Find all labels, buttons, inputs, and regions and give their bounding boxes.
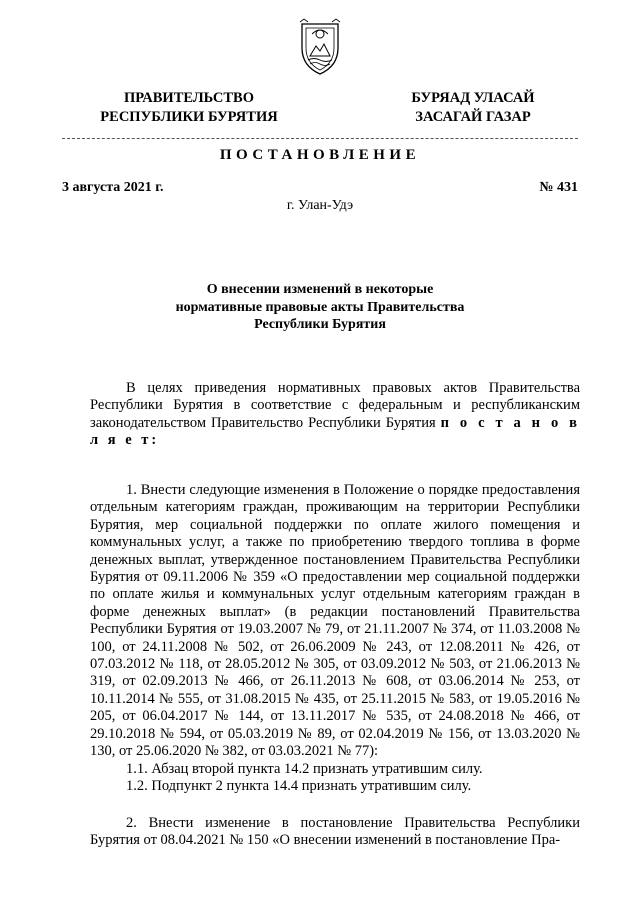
preamble-paragraph (90, 380, 580, 450)
document-number: № 431 (539, 180, 578, 195)
title-line3: Республики Бурятия (254, 317, 386, 332)
preamble-text: В целях приведения нормативных правовых актов Правительства Республики Бурятия в соответствие с федеральным и республиканским законодательством Правительство Республики Бурятия (90, 380, 580, 431)
header-left (84, 89, 294, 127)
header-right (388, 89, 558, 127)
item1-block (90, 482, 580, 795)
item2-block (90, 815, 580, 850)
coat-of-arms-icon (298, 18, 342, 76)
header-divider (62, 138, 578, 139)
header-right-line1: БУРЯАД УЛАСАЙ (411, 90, 535, 106)
header-left-line2: РЕСПУБЛИКИ БУРЯТИЯ (100, 109, 278, 125)
item1-2-paragraph: 1.2. Подпункт 2 пункта 14.4 признать утратившим силу. (126, 777, 472, 794)
document-title (150, 281, 490, 334)
item1-paragraph: 1. Внести следующие изменения в Положение о порядке предоставления отдельным категориям граждан, проживающим на территории Республики Бурятия, мер социальной поддержки по оплате жилого помещения и коммунальных услуг, а также по приобретению твердого топлива в форме денежных выплат, утвержденное постановлением Правительства Республики Бурятия от 09.11.2006 № 359 «О предоставлении мер социальной поддержки по оплате жилья и коммунальных услуг отдельным категориям граждан в форме денежных выплат» (в редакции постановлений Правительства Республики Бурятия от 19.03.2007 № 79, от 21.11.2007 № 374, от 11.03.2008 № 100, от 24.11.2008 № 502, от 26.06.2009 № 243, от 12.08.2011 № 426, от 07.03.2012 № 118, от 28.05.2012 № 305, от 03.09.2012 № 503, от 21.06.2013 № 319, от 02.09.2013 № 466, от 26.11.2013 № 608, от 03.06.2014 № 253, от 10.11.2014 № 555, от 31.08.2015 № 435, от 25.11.2015 № 583, от 19.05.2016 № 205, от 06.04.2017 № 144, от 13.11.2017 № 535, от 24.08.2018 № 466, от 29.10.2018 № 594, от 05.03.2019 № 89, от 02.04.2019 № 156, от 13.03.2020 № 130, от 25.06.2020 № 382, от 03.03.2021 № 77): (90, 482, 580, 760)
item1-1-paragraph: 1.1. Абзац второй пункта 14.2 признать утратившим силу. (126, 760, 483, 777)
document-type: ПОСТАНОВЛЕНИЕ (219, 147, 421, 163)
document-date: 3 августа 2021 г. (62, 180, 164, 195)
title-line1: О внесении изменений в некоторые (206, 282, 434, 297)
title-line2: нормативные правовые акты Правительства (175, 299, 465, 315)
item2-paragraph: 2. Внести изменение в постановление Правительства Республики Бурятия от 08.04.2021 № 150 «О внесении изменений в постановление Пра- (90, 815, 580, 849)
preamble-verb: п о с т а н о в л я е т: (90, 414, 580, 449)
header-left-line1: ПРАВИТЕЛЬСТВО (124, 90, 254, 106)
header-right-line2: ЗАСАГАЙ ГАЗАР (415, 109, 531, 125)
document-city: г. Улан-Удэ (286, 198, 354, 213)
